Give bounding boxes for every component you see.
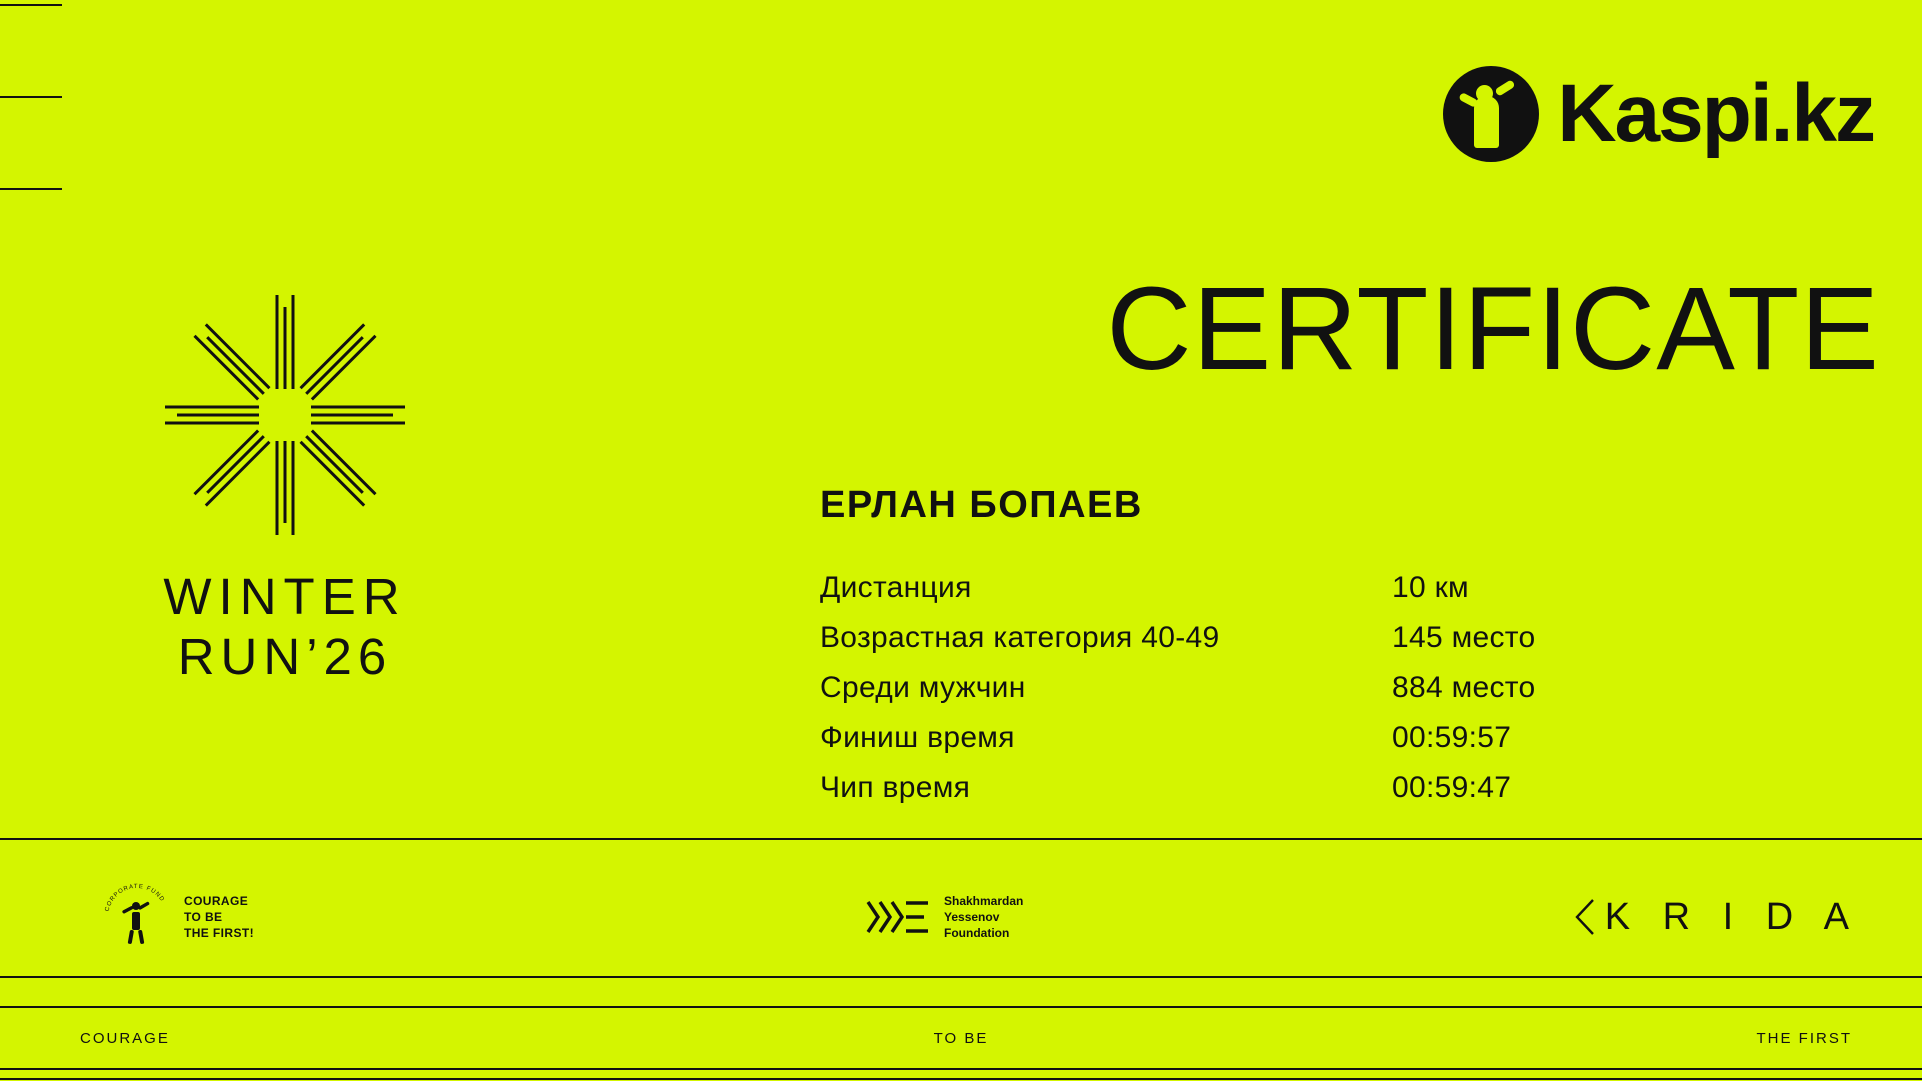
- result-label: Среди мужчин: [820, 671, 1026, 704]
- event-title-line2: RUN’26: [177, 628, 393, 686]
- courage-line1: COURAGE: [184, 893, 249, 908]
- result-label: Чип время: [820, 771, 971, 804]
- edge-register-mark: [0, 4, 62, 6]
- result-label: Финиш время: [820, 721, 1015, 754]
- result-label: Возрастная категория 40-49: [820, 621, 1220, 654]
- partner-yessenov-foundation: [862, 893, 1023, 942]
- courage-line2: TO BE: [184, 909, 223, 924]
- divider: [0, 976, 1922, 978]
- krida-wordmark: K R I D A: [1604, 895, 1860, 938]
- partner-courage-fund: [100, 880, 254, 954]
- event-emblem-block: [120, 285, 450, 687]
- result-value: 884 место: [1392, 671, 1536, 704]
- courage-fund-seal-icon: [100, 880, 174, 954]
- athlete-name: ЕРЛАН БОПАЕВ: [820, 484, 1143, 526]
- kaspi-person-circle-icon: [1443, 66, 1539, 162]
- result-value: 00:59:47: [1392, 771, 1512, 804]
- strap-left: COURAGE: [80, 1029, 170, 1047]
- kaspi-logo: [1443, 66, 1874, 162]
- result-value: 10 км: [1392, 571, 1469, 604]
- strap-center: TO BE: [933, 1029, 989, 1047]
- event-title: [120, 567, 450, 687]
- partner-krida: [1571, 896, 1860, 939]
- strap-right: THE FIRST: [1756, 1029, 1852, 1047]
- yessenov-text: [944, 893, 1023, 942]
- krida-chevron-icon: [1571, 897, 1597, 937]
- yessenov-foundation-icon: [862, 894, 934, 940]
- divider: [0, 1078, 1922, 1080]
- snowflake-burst-icon: [155, 285, 415, 545]
- yessenov-line3: Foundation: [944, 926, 1010, 941]
- courage-ring-text: CORPORATE FUND: [104, 883, 166, 913]
- courage-fund-text: [184, 893, 254, 942]
- event-title-line1: WINTER: [163, 568, 407, 625]
- divider: [0, 838, 1922, 840]
- divider: [0, 1068, 1922, 1070]
- divider: [0, 1006, 1922, 1008]
- edge-register-mark: [0, 188, 62, 190]
- yessenov-line1: Shakhmardan: [944, 893, 1024, 908]
- courage-line3: THE FIRST!: [184, 926, 254, 941]
- result-value: 145 место: [1392, 621, 1536, 654]
- result-value: 00:59:57: [1392, 721, 1512, 754]
- edge-register-mark: [0, 96, 62, 98]
- certificate-details: [820, 263, 1880, 805]
- partner-logos: [0, 862, 1922, 972]
- result-label: Дистанция: [820, 571, 972, 604]
- page-title: CERTIFICATE: [1106, 263, 1880, 395]
- kaspi-wordmark: Kaspi.kz: [1557, 68, 1874, 159]
- footer-strap: [0, 1022, 1922, 1054]
- results-table: [820, 571, 1880, 805]
- yessenov-line2: Yessenov: [944, 909, 1000, 924]
